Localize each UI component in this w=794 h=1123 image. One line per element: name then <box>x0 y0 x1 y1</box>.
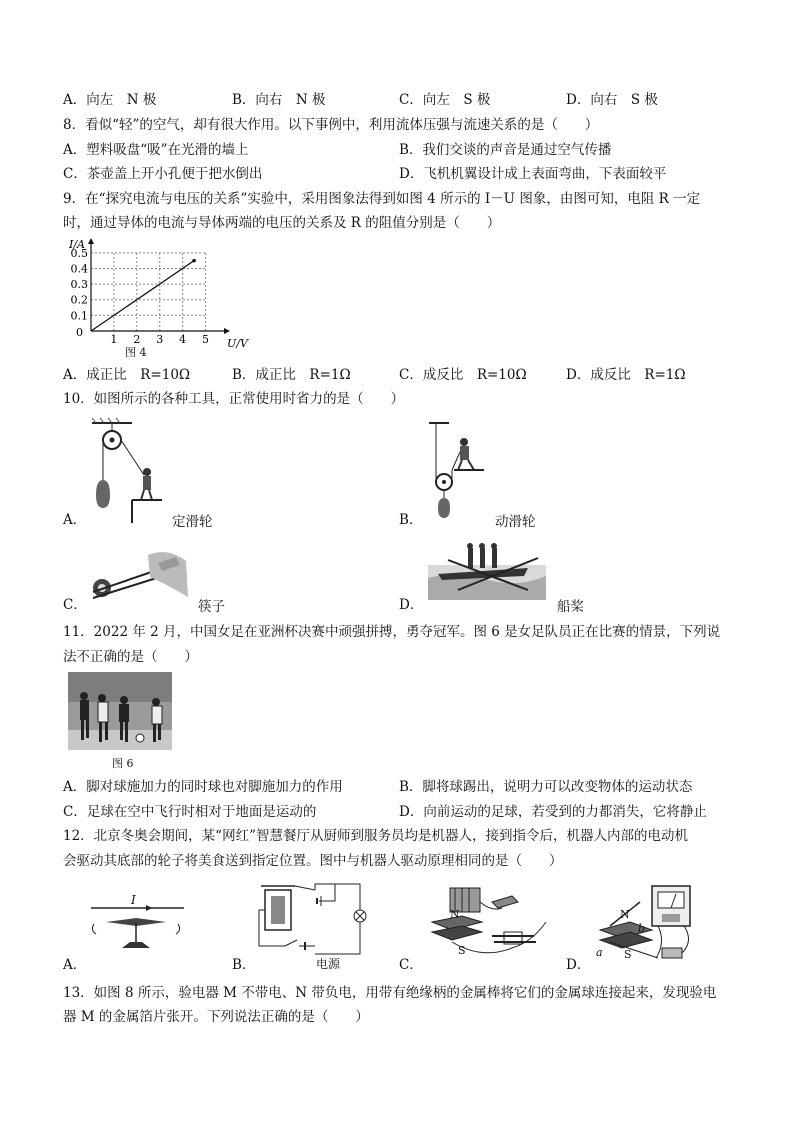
q11-option-b: B．脚将球踢出，说明力可以改变物体的运动状态 <box>399 779 693 795</box>
origin-label: 0 <box>76 326 83 339</box>
y-axis-arrow <box>88 238 94 244</box>
q7-option-b: B．向右 N 极 <box>232 92 326 108</box>
q7-option-c: C．向左 S 极 <box>399 92 491 108</box>
x-tick-label: 5 <box>202 333 210 346</box>
q9-stem-line2: 时，通过导体的电流与导体两端的电压的关系及 R 的阻值分别是（ ） <box>63 215 501 231</box>
q9-option-b: B．成正比 R=1Ω <box>232 367 351 383</box>
q13-stem-line1: 13．如图 8 所示，验电器 M 不带电、N 带负电，用带有绝缘柄的金属棒将它们的金属球连接起来，发现验电 <box>63 985 717 1001</box>
q10-option-b: B． <box>399 512 423 528</box>
pole-n-label-c: N <box>450 908 460 921</box>
chopsticks-label: 筷子 <box>198 599 225 615</box>
q12-stem-line2: 会驱动其底部的轮子将美食送到指定位置。图中与机器人驱动原理相同的是（ ） <box>63 853 563 869</box>
iu-chart <box>66 236 248 361</box>
x-axis-label: U/V <box>227 337 248 350</box>
y-tick-label: 0.1 <box>70 309 88 323</box>
q10-stem: 10．如图所示的各种工具，正常使用时省力的是（ ） <box>63 391 405 407</box>
q8-option-a: A．塑料吸盘“吸”在光滑的墙上 <box>63 142 249 158</box>
chart-series <box>91 259 196 331</box>
oersted-figure <box>86 888 186 958</box>
q10-option-c: C． <box>63 597 87 613</box>
q9-option-a: A．成正比 R=10Ω <box>63 367 191 383</box>
movable-pulley-figure <box>424 420 504 525</box>
q12-option-d: D． <box>566 957 591 973</box>
y-tick-label: 0.5 <box>70 246 88 260</box>
q12-option-c: C． <box>399 957 423 973</box>
rowing-figure <box>428 540 548 602</box>
q7-option-a: A．向左 N 极 <box>63 92 157 108</box>
q11-option-a: A．脚对球施加力的同时球也对脚施加力的作用 <box>63 779 343 795</box>
current-label: I <box>131 893 136 907</box>
q10-option-d: D． <box>399 597 424 613</box>
q12-stem-line1: 12．北京冬奥会期间，某“网红”智慧餐厅从厨师到服务员均是机器人，接到指令后，机器人内部的电动机 <box>63 828 688 844</box>
x-tick-label: 2 <box>133 333 141 346</box>
generator-figure <box>596 882 706 964</box>
q8-option-c: C．茶壶盖上开小孔便于把水倒出 <box>63 166 263 182</box>
y-tick-label: 0.2 <box>70 293 88 307</box>
figure-4-caption: 图 4 <box>125 346 147 359</box>
x-tick-label: 4 <box>179 333 187 346</box>
q13-stem-line2: 器 M 的金属箔片张开。下列说法正确的是（ ） <box>63 1009 369 1025</box>
chopsticks-figure <box>88 545 198 605</box>
q8-option-d: D．飞机机翼设计成上表面弯曲，下表面较平 <box>399 166 667 182</box>
series-line <box>91 261 194 331</box>
q11-option-d: D．向前运动的足球，若受到的力都消失，它将静止 <box>399 804 707 820</box>
pole-n-label-d: N <box>620 908 630 921</box>
q10-option-a: A． <box>63 512 87 528</box>
soccer-photo <box>68 672 172 750</box>
point-b-label: b <box>638 922 646 935</box>
point-a-label: a <box>596 946 603 959</box>
x-tick-label: 1 <box>110 333 118 346</box>
pole-s-label-d: S <box>624 948 632 961</box>
pole-s-label-c: S <box>458 944 466 957</box>
q8-option-b: B．我们交谈的声音是通过空气传播 <box>399 142 612 158</box>
motor-figure <box>422 882 552 962</box>
x-tick-label: 3 <box>156 333 164 346</box>
power-source-label: 电源 <box>316 957 341 971</box>
q9-option-d: D．成反比 R=1Ω <box>566 367 686 383</box>
q8-stem: 8．看似“轻”的空气，却有很大作用。以下事例中，利用流体压强与流速关系的是（ ） <box>63 117 599 133</box>
q12-option-a: A． <box>63 957 87 973</box>
fixed-pulley-label: 定滑轮 <box>172 514 213 530</box>
y-tick-label: 0.4 <box>70 262 88 276</box>
series-end-point <box>192 259 196 263</box>
q12-option-b: B． <box>232 957 256 973</box>
q11-stem-line1: 11．2022 年 2 月，中国女足在亚洲杯决赛中顽强拼搏，勇夺冠军。图 6 是女足队员正在比赛的情景，下列说 <box>63 624 721 640</box>
q7-option-d: D．向右 S 极 <box>566 92 658 108</box>
x-axis-arrow <box>224 328 230 334</box>
fixed-pulley-figure <box>92 420 182 525</box>
q9-stem-line1: 9．在“探究电流与电压的关系”实验中，采用图象法得到如图 4 所示的 I－U 图象，由图可知，电阻 R 一定 <box>63 191 701 207</box>
y-axis-label: I/A <box>69 238 85 251</box>
figure-6-caption: 图 6 <box>112 757 134 770</box>
y-tick-label: 0.3 <box>70 278 88 292</box>
q11-stem-line2: 法不正确的是（ ） <box>63 649 198 665</box>
q9-option-c: C．成反比 R=10Ω <box>399 367 527 383</box>
relay-figure <box>255 880 365 962</box>
oar-label: 船桨 <box>557 599 584 615</box>
q11-option-c: C．足球在空中飞行时相对于地面是运动的 <box>63 804 317 820</box>
movable-pulley-label: 动滑轮 <box>495 514 536 530</box>
